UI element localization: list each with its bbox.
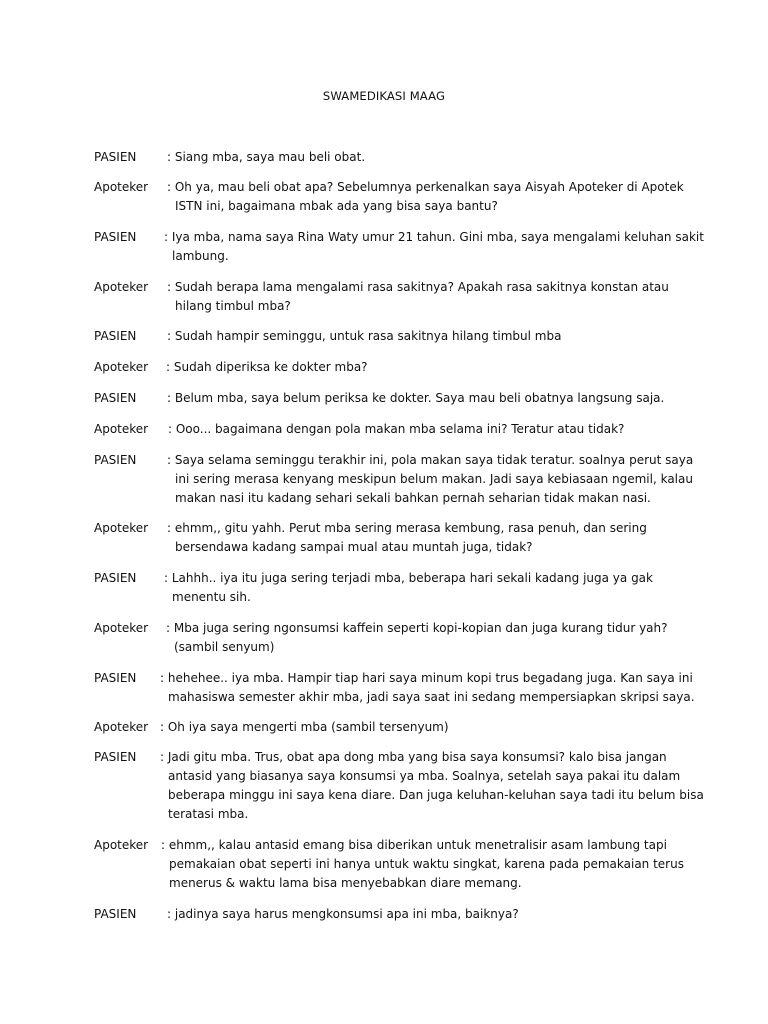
dialogue-text xyxy=(160,669,695,707)
speaker-label: Apoteker xyxy=(94,180,149,194)
dialogue-line: makan nasi itu kadang sehari sekali bahkan pernah seharian tidak makan nasi. xyxy=(175,491,651,505)
dialogue-line: : Siang mba, saya mau beli obat. xyxy=(167,150,366,164)
speaker-label: Apoteker xyxy=(94,422,149,436)
speaker-label: PASIEN xyxy=(94,453,137,467)
speaker-label: Apoteker xyxy=(94,280,149,294)
dialogue-line: : jadinya saya harus mengkonsumsi apa ini mba, baiknya? xyxy=(167,907,519,921)
dialogue-line: menerus & waktu lama bisa menyebabkan diare memang. xyxy=(169,876,522,890)
dialogue-line: ISTN ini, bagaimana mbak ada yang bisa saya bantu? xyxy=(175,199,498,213)
dialogue-line: : Lahhh.. iya itu juga sering terjadi mba, beberapa hari sekali kadang juga ya gak xyxy=(164,571,653,585)
speaker-label: PASIEN xyxy=(94,907,137,921)
dialogue-text xyxy=(167,148,697,167)
dialogue-line: bersendawa kadang sampai mual atau muntah juga, tidak? xyxy=(175,540,533,554)
dialogue-line: lambung. xyxy=(172,249,229,263)
dialogue-line: : ehmm,, kalau antasid emang bisa diberikan untuk menetralisir asam lambung tapi xyxy=(161,838,667,852)
speaker-label: PASIEN xyxy=(94,571,137,585)
dialogue-line: : Oh iya saya mengerti mba (sambil tersenyum) xyxy=(160,720,449,734)
dialogue-line: : Sudah diperiksa ke dokter mba? xyxy=(166,360,368,374)
speaker-label: PASIEN xyxy=(94,671,137,685)
dialogue-line: : Ooo... bagaimana dengan pola makan mba selama ini? Teratur atau tidak? xyxy=(168,422,625,436)
dialogue-text xyxy=(166,358,696,377)
dialogue-line: menentu sih. xyxy=(172,590,251,604)
dialogue-line: ini sering merasa kenyang meskipun belum makan. Jadi saya kebiasaan ngemil, kalau xyxy=(175,472,693,486)
dialogue-text xyxy=(164,569,694,607)
dialogue-line: : Sudah berapa lama mengalami rasa sakitnya? Apakah rasa sakitnya konstan atau xyxy=(167,280,669,294)
dialogue-line: : Iya mba, nama saya Rina Waty umur 21 tahun. Gini mba, saya mengalami keluhan sakit xyxy=(164,230,704,244)
speaker-label: PASIEN xyxy=(94,391,137,405)
dialogue-text xyxy=(161,836,691,893)
dialogue-line: : ehmm,, gitu yahh. Perut mba sering merasa kembung, rasa penuh, dan sering xyxy=(167,521,647,535)
dialogue-line: : Mba juga sering ngonsumsi kaffein seperti kopi-kopian dan juga kurang tidur yah? xyxy=(166,621,668,635)
dialogue-text xyxy=(164,228,704,266)
dialogue-text xyxy=(167,905,697,924)
speaker-label: Apoteker xyxy=(94,360,149,374)
dialogue-text xyxy=(167,278,697,316)
dialogue-line: pemakaian obat seperti ini hanya untuk waktu singkat, karena pada pemakaian terus xyxy=(169,857,684,871)
dialogue-line: : Jadi gitu mba. Trus, obat apa dong mba yang bisa saya konsumsi? kalo bisa jangan xyxy=(160,750,667,764)
dialogue-line: : hehehee.. iya mba. Hampir tiap hari saya minum kopi trus begadang juga. Kan saya ini xyxy=(160,671,693,685)
dialogue-line: beberapa minggu ini saya kena diare. Dan juga keluhan-keluhan saya tadi itu belum bisa xyxy=(168,788,704,802)
dialogue-text xyxy=(167,327,697,346)
dialogue-line: : Sudah hampir seminggu, untuk rasa sakitnya hilang timbul mba xyxy=(167,329,562,343)
speaker-label: PASIEN xyxy=(94,750,137,764)
dialogue-text xyxy=(160,718,690,737)
dialogue-text xyxy=(167,178,697,216)
dialogue-text xyxy=(167,389,697,408)
dialogue-text xyxy=(167,519,697,557)
dialogue-text xyxy=(160,748,704,824)
dialogue-line: (sambil senyum) xyxy=(174,640,275,654)
dialogue-line: mahasiswa semester akhir mba, jadi saya saat ini sedang mempersiapkan skripsi saya. xyxy=(168,690,695,704)
speaker-label: PASIEN xyxy=(94,150,137,164)
dialogue-line: teratasi mba. xyxy=(168,807,249,821)
dialogue-line: : Oh ya, mau beli obat apa? Sebelumnya perkenalkan saya Aisyah Apoteker di Apotek xyxy=(167,180,684,194)
page-title: SWAMEDIKASI MAAG xyxy=(322,89,446,103)
speaker-label: PASIEN xyxy=(94,230,137,244)
speaker-label: Apoteker xyxy=(94,521,149,535)
dialogue-line: hilang timbul mba? xyxy=(175,299,291,313)
dialogue-line: antasid yang biasanya saya konsumsi ya mba. Soalnya, setelah saya pakai itu dalam xyxy=(168,769,681,783)
dialogue-text xyxy=(168,420,698,439)
speaker-label: Apoteker xyxy=(94,720,149,734)
speaker-label: PASIEN xyxy=(94,329,137,343)
speaker-label: Apoteker xyxy=(94,621,149,635)
dialogue-text xyxy=(167,451,697,508)
dialogue-line: : Belum mba, saya belum periksa ke dokter. Saya mau beli obatnya langsung saja. xyxy=(167,391,665,405)
speaker-label: Apoteker xyxy=(94,838,149,852)
dialogue-text xyxy=(166,619,696,657)
dialogue-line: : Saya selama seminggu terakhir ini, pola makan saya tidak teratur. soalnya perut saya xyxy=(167,453,694,467)
